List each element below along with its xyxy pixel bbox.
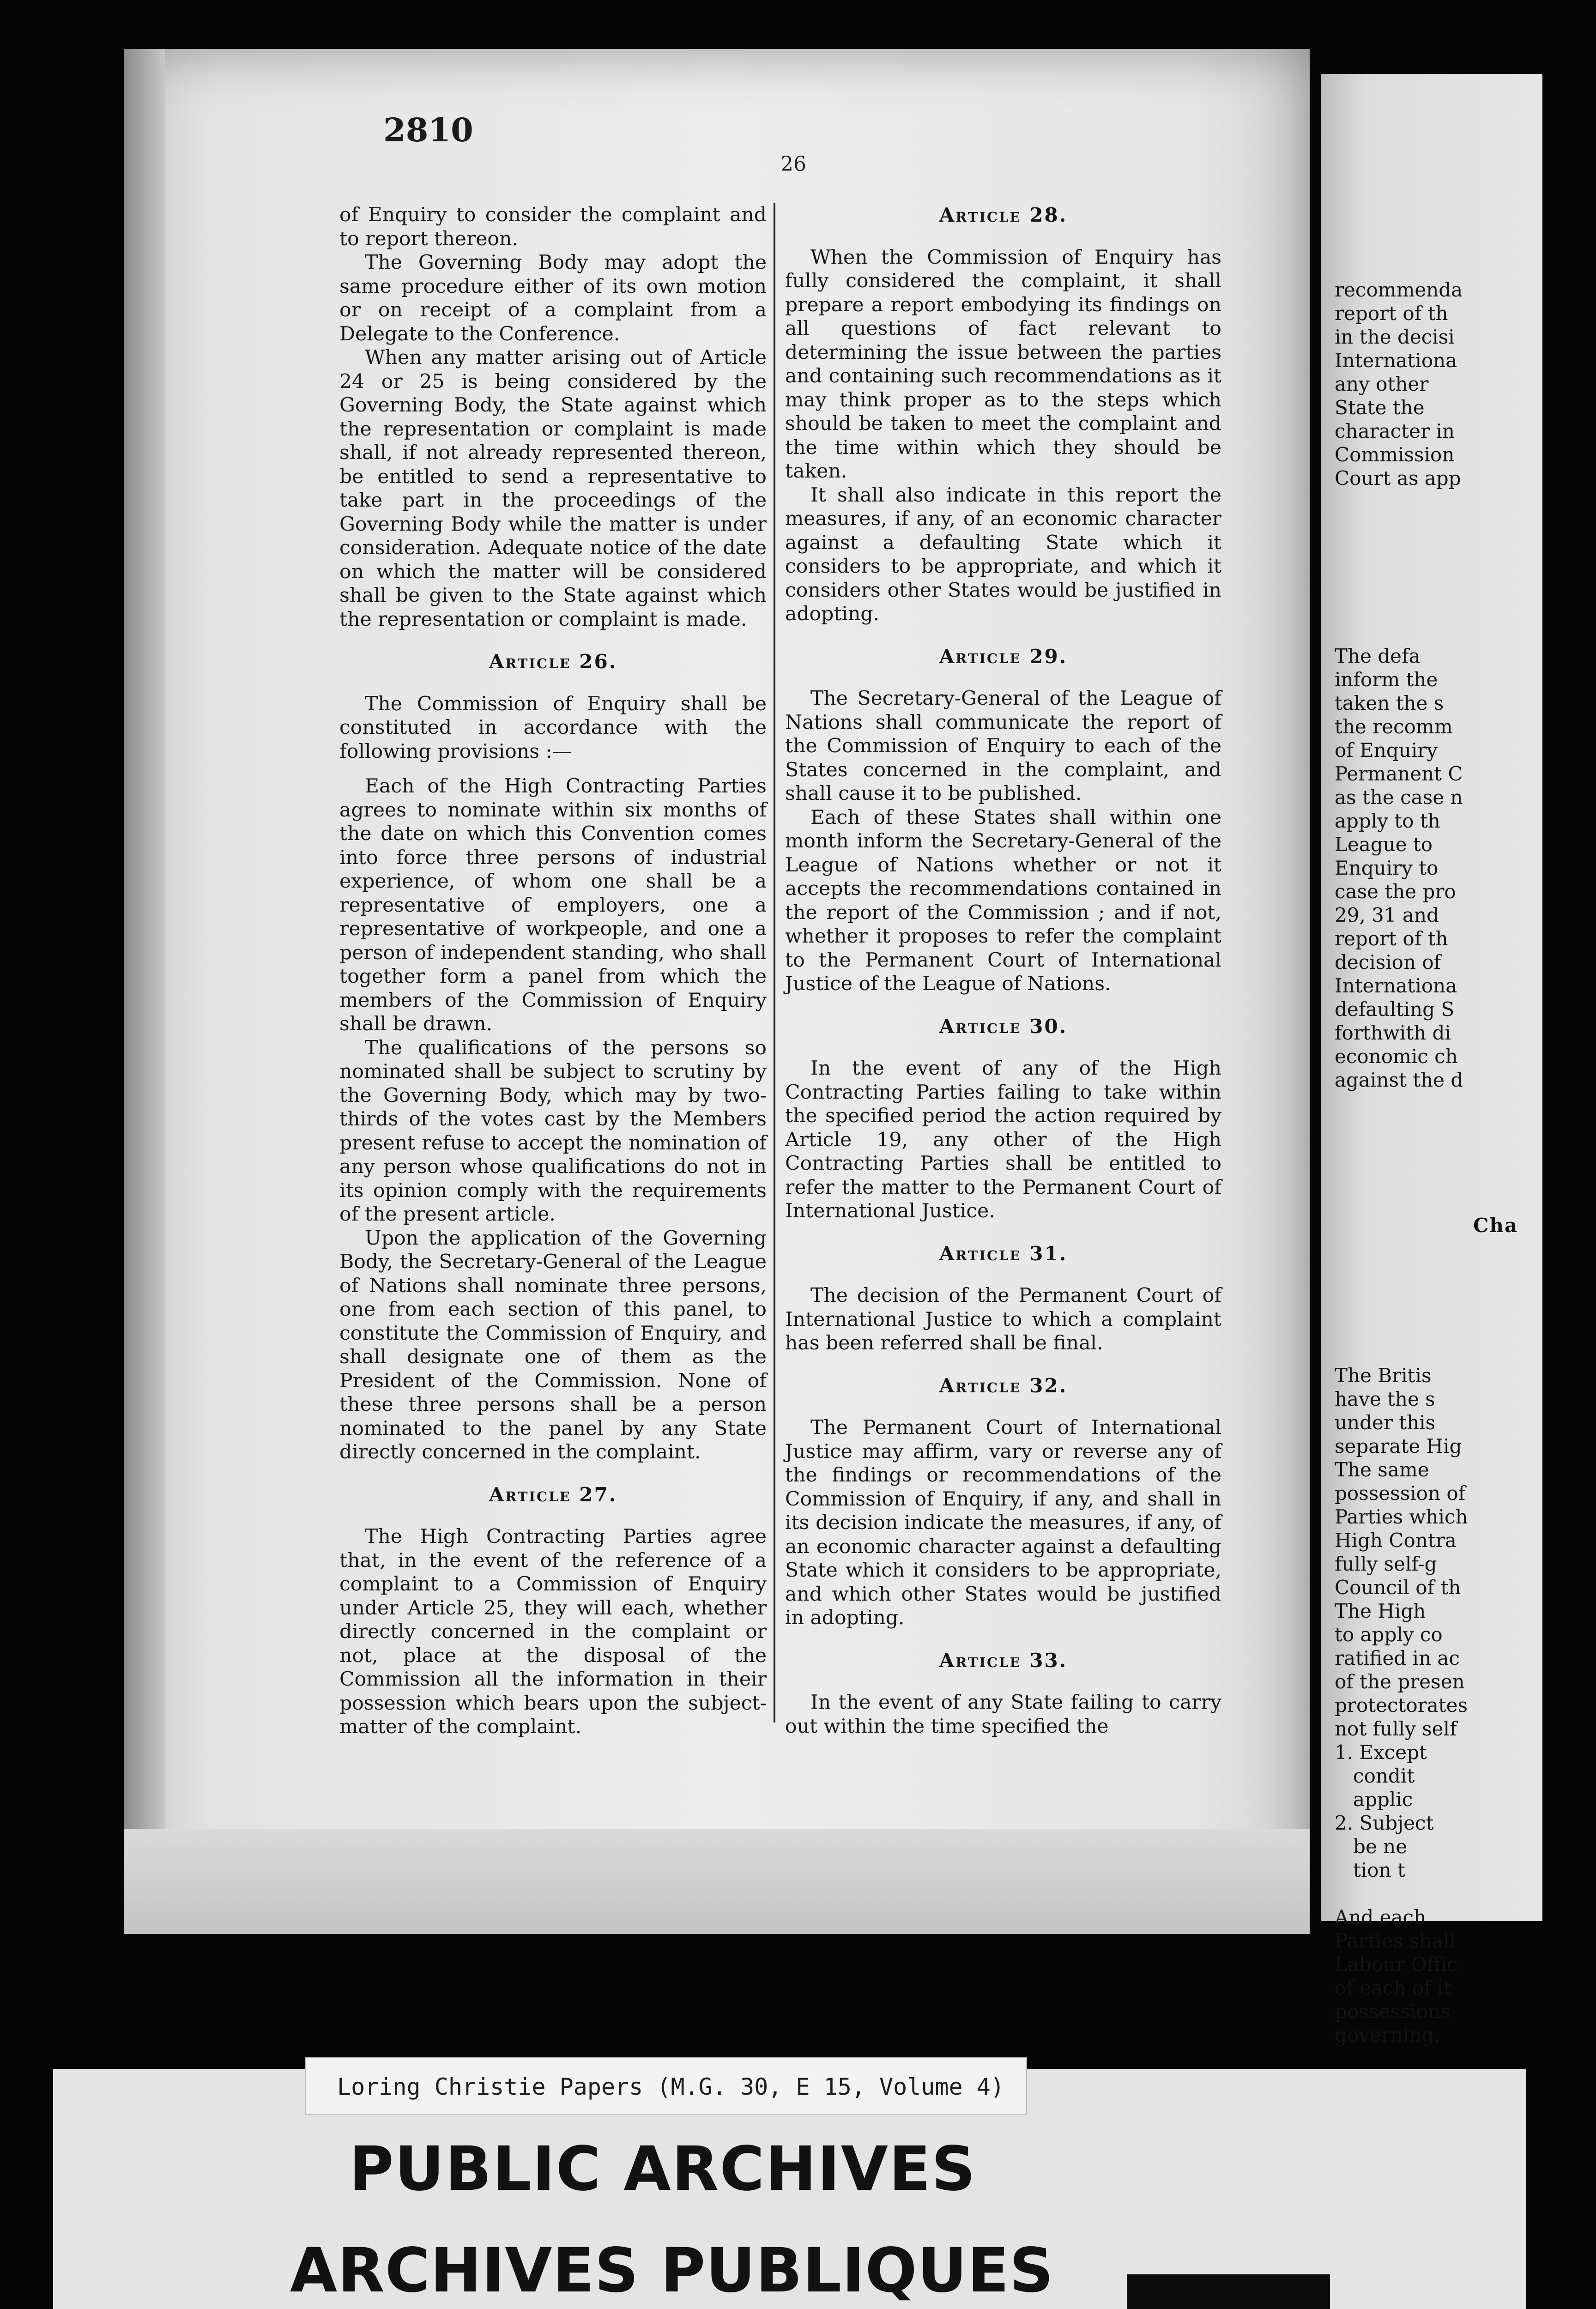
paragraph: of Enquiry to consider the complaint and to report thereon. <box>339 204 767 250</box>
paragraph: When any matter arising out of Article 24 or 25 is being considered by the Governing Body, the State against which the representation or complaint is made shall, if not already represented thereon, be entitled to send a representative to take part in the proceedings of the Governing Body while the matter is under consideration. Adequate notice of the date on which the matter will be considered shall be given to the State against which the representation or complaint is made. <box>339 346 767 631</box>
paragraph: In the event of any State failing to carry out within the time specified the <box>785 1691 1221 1738</box>
archives-title-en: PUBLIC ARCHIVES <box>349 2134 977 2205</box>
paragraph: When the Commission of Enquiry has fully considered the complaint, it shall prepare a report embodying its findings on all questions of fact relevant to determining the issue between the parties and containing such recommendations as it may think proper as to the steps which should be taken to meet the complaint and the time within which they should be taken. <box>785 246 1221 483</box>
adjacent-heading: Cha <box>1473 1214 1518 1237</box>
left-column <box>339 203 767 1739</box>
page-number: 2810 <box>383 111 473 149</box>
paragraph: The Permanent Court of International Justice may affirm, vary or reverse any of the findings or recommendations of the Commission of Enquiry, if any, and shall in its decision indicate the measures, if any, of an economic character against a defaulting State which it considers to be appropriate, and which other States would be justified in adopting. <box>785 1416 1221 1629</box>
collection-reference: Loring Christie Papers (M.G. 30, E 15, Volume 4) <box>337 2073 1004 2100</box>
adjacent-block-1: recommenda report of th in the decisi Internationa any other State the character in Commission Court as app <box>1335 278 1463 490</box>
article-heading: Article 30. <box>939 1015 1068 1038</box>
paragraph: In the event of any of the High Contracting Parties failing to take within the specified period the action required by Article 19, any other of the High Contracting Parties shall be entitled to refer the matter to the Permanent Court of International Justice. <box>785 1057 1221 1222</box>
archives-logo-icon <box>1157 2302 1300 2309</box>
adjacent-block-3: The Britis have the s under this separate Hig The same possession of Parties which High Contra fully self-g Council of th The High to apply co ratified in ac of the presen protectorates not fully self 1. Except condit applic 2. Subject be ne tion t And each Parties shall Labour Offic of each of it possessions governing. <box>1335 1364 1468 2046</box>
adjacent-block-2: The defa inform the taken the s the recomm of Enquiry Permanent C as the case n apply to th League to Enquiry to case the pro 29, 31 and report of th decision of Internationa defaulting S forthwith di economic ch against the d <box>1335 645 1463 1091</box>
right-column <box>785 203 1221 1738</box>
column-divider <box>774 203 775 1723</box>
article-heading: Article 28. <box>939 204 1068 226</box>
paragraph: Upon the application of the Governing Body, the Secretary-General of the League of Nations shall nominate three persons, one from each section of this panel, to constitute the Commission of Enquiry, and shall designate one of them as the President of the Commission. None of these three persons shall be a person nominated to the panel by any State directly concerned in the complaint. <box>339 1227 767 1463</box>
article-heading: Article 31. <box>939 1242 1068 1265</box>
paragraph: Each of these States shall within one month inform the Secretary-General of the League of Nations whether or not it accepts the recommendations contained in the report of the Commission ; and if not, whether it proposes to refer the complaint to the Permanent Court of International Justice of the League of Nations. <box>785 806 1221 995</box>
adjacent-page-text <box>1335 231 1542 2141</box>
article-heading: Article 29. <box>939 645 1068 668</box>
paragraph: The Commission of Enquiry shall be constituted in accordance with the following provisions :— <box>339 692 767 763</box>
article-heading: Article 32. <box>939 1374 1068 1397</box>
paragraph: The qualifications of the persons so nominated shall be subject to scrutiny by the Governing Body, which may by two-thirds of the votes cast by the Members present refuse to accept the nomination of any person whose qualifications do not in its opinion comply with the requirements of the present article. <box>339 1036 767 1226</box>
page-sub-number: 26 <box>780 152 806 176</box>
page-bottom-margin <box>124 1829 1310 1934</box>
article-heading: Article 27. <box>489 1483 617 1506</box>
paragraph: The High Contracting Parties agree that, in the event of the reference of a complaint to a Commission of Enquiry under Article 25, they will each, whether directly concerned in the complaint or not, place at the disposal of the Commission all the information in their possession which bears upon the subject-matter of the complaint. <box>339 1525 767 1738</box>
article-heading: Article 33. <box>939 1649 1068 1672</box>
archives-title-fr: ARCHIVES PUBLIQUES <box>290 2235 1054 2306</box>
article-heading: Article 26. <box>489 650 617 673</box>
paragraph: The Secretary-General of the League of Nations shall communicate the report of the Commission of Enquiry to each of the States concerned in the complaint, and shall cause it to be published. <box>785 687 1221 805</box>
paragraph: It shall also indicate in this report the measures, if any, of an economic character against a defaulting State which it considers to be appropriate, and which it considers other States would be justified in adopting. <box>785 484 1221 625</box>
paragraph: The Governing Body may adopt the same procedure either of its own motion or on receipt of a complaint from a Delegate to the Conference. <box>339 251 767 345</box>
paragraph: The decision of the Permanent Court of International Justice to which a complaint has been referred shall be final. <box>785 1284 1221 1354</box>
page-edge <box>124 49 165 1934</box>
paragraph: Each of the High Contracting Parties agrees to nominate within six months of the date on which this Convention comes into force three persons of industrial experience, of whom one shall be a representative of employers, one a representative of workpeople, and one a person of independent standing, who shall together form a panel from which the members of the Commission of Enquiry shall be drawn. <box>339 775 767 1035</box>
